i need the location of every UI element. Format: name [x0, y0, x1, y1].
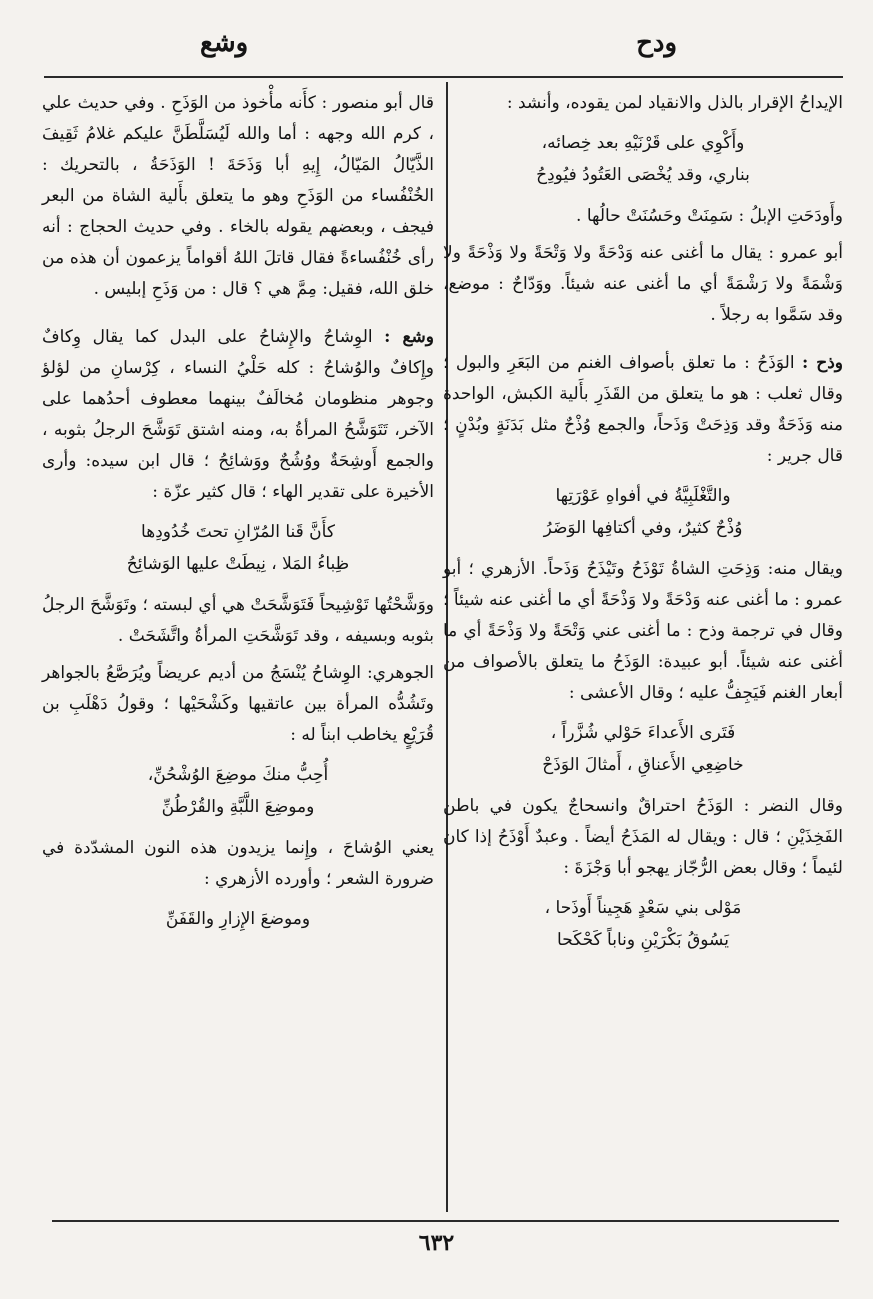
paragraph: وأَودَحَتِ الإبلُ : سَمِنَتْ وحَسُنَتْ حالُها .: [576, 206, 843, 226]
verse-block: [443, 892, 843, 956]
verse-block: [443, 717, 843, 781]
verse-line: والتَّغْلَبِيَّةُ في أفواهِ عَوْرَتِها: [555, 486, 731, 506]
entry-headword: وذح :: [802, 353, 844, 373]
header-rule: [44, 76, 843, 78]
verse-line: وأَكْوِي على قَرْنَيْهِ بعد خِصائه،: [541, 133, 745, 153]
paragraph: الجوهري: الوِشاحُ يُنْسَجُ من أديم عريضاً ويُرَصَّعُ بالجواهر وتَشُدُّه المرأة بين عاتقيها وكَشْحَيْها ؛ وقولُ دَهْلَبِ بن قُرَيْعٍ يخاطب ابناً له :: [42, 663, 434, 745]
paragraph: يعني الوُشاحَ ، وإِنما يزيدون هذه النون المشدّدة في ضرورة الشعر ؛ وأورده الأزهري :: [42, 838, 434, 889]
entry-separator: [443, 339, 843, 340]
entry-text: الوِشاحُ والإِشاحُ على البدل كما يقال وِكافٌ وإِكافٌ والوُشاحُ : كله حَلْيُ النساء ، كِرْسانِ من لؤلؤ وجوهر منظومان مُخالَفٌ بينهما معطوف أحدُهما على الآخر، تَتَوَشَّحُ المرأةُ به، ومنه اشتق تَوَشَّحَ الرجلُ بثوبه ، والجمع أَوشِحَةٌ ووُشُحٌ ووَشائِحُ ؛ قال ابن سيده: وأرى الأخيرة على تقدير الهاء ؛ قال كثير عزّة :: [42, 327, 434, 502]
verse-line: مَوْلى بني سَعْدٍ هَجِيناً أَوذَحا ،: [544, 898, 742, 918]
verse-line: أُحِبُّ منكَ موضِعَ الوُشْحُنِّ،: [147, 765, 329, 785]
verse-block: [443, 480, 843, 544]
verse-line: بناري، وقد يُخْصَى العَتُودُ فيُودِحُ: [536, 165, 750, 185]
entry-headword: وشع :: [384, 327, 434, 347]
verse-line: وموضِعَ اللَّبَّةِ والقُرْطُنِّ: [161, 797, 315, 817]
verse-line: وُذْحٌ كثيرٌ، وفي أكتافِها الوَضَرُ: [543, 518, 743, 538]
paragraph: قال أبو منصور : كأَنه مأْخوذ من الوَذَحِ . وفي حديث علي ، كرم الله وجهه : أما والله لَيُسَلَّطَنَّ عليكم غلامُ ثَقِيفَ الذَّيّالُ المَيّالُ، إِيهِ أبا وَذَحَةَ ! الوَذَحَةُ ، بالتحريك : الخُنْفُساء من الوَذَحِ وهو ما يتعلق بأَلية الشاة من البعر فيجف ، وبعضهم يقوله بالخاء . وفي حديث الحجاج : أنه رأى خُنْفُساءةً فقال قاتلَ اللهُ أقواماً يزعمون أن هذه من خلق الله، فقيل: مِمَّ هي ؟ قال : من وَذَحِ إبليس .: [42, 93, 434, 299]
page-number: ٦٣٢: [418, 1230, 455, 1256]
entry: [443, 348, 843, 472]
verse-block: [42, 516, 434, 580]
running-head-left: وشع: [200, 28, 249, 58]
verse-line: ظِباءُ المَلا ، نِيطَتْ عليها الوَشائِحُ: [126, 554, 350, 574]
verse-line: وموضعَ الإِزارِ والقَفَنِّ: [165, 909, 311, 929]
verse-line: فَتَرى الأَعداءَ حَوْلي شُزَّراً ،: [550, 723, 736, 743]
entry-text: الوَذَحُ : ما تعلق بأصواف الغنم من البَعَرِ والبول ؛ وقال ثعلب : هو ما يتعلق من القَذَرِ بأَلية الكبش، الواحدة منه وَذَحَةٌ وقد وَذِحَتْ وَذَحاً، والجمع وُذْحٌ مثل بَدَنَةٍ وبُدْنٍ ؛ قال جرير :: [443, 353, 843, 466]
verse-block: [42, 903, 434, 935]
verse-line: خاضِعِي الأَعناقِ ، أَمثالَ الوَذَحْ: [542, 755, 744, 775]
paragraph: الإيداحُ الإقرار بالذل والانقياد لمن يقوده، وأنشد :: [506, 93, 843, 113]
entry: [42, 322, 434, 508]
paragraph: ووَشَّحْتُها تَوْشِيحاً فَتَوَشَّحَتْ هي أي لبسته ؛ وتَوَشَّحَ الرجلُ بثوبه وبسيفه ، وقد تَوَشَّحَتِ المرأةُ واتَّشَحَتْ .: [42, 595, 434, 646]
verse-block: [443, 127, 843, 191]
paragraph: ويقال منه: وَذِحَتِ الشاةُ تَوْذَحُ وتَيْذَحُ وَذَحاً. الأزهري ؛ أبو عمرو : ما أغنى عنه وَدْحَةً ولا وَذْحَةً أي ما أغنى عنه شيئاً ؛ وقال في ترجمة وذح : ما أغنى عني وَتْحَةً ولا وَذْحَةً أي ما أغنى عنه شيئاً. أبو عبيدة: الوَذَحُ ما يتعلق بالأصواف من أبعار الغنم فَيَجِفُّ عليه ؛ وقال الأعشى :: [443, 559, 843, 703]
footer-rule: [52, 1220, 839, 1222]
running-head-right: ودح: [636, 28, 677, 58]
verse-line: كأَنَّ قَنا المُرّانِ تحتَ خُدُودِها: [141, 522, 335, 542]
left-column: [42, 88, 434, 945]
paragraph: أبو عمرو : يقال ما أغنى عنه وَدْحَةً ولا وَتْحَةً ولا وَذْحَةً ولا وَشْمَةً ولا رَشْمَةً أي ما أغنى عنه شيئاً. ووَدّاحٌ : موضع، وقد سَمَّوا به رجلاً .: [443, 243, 843, 325]
paragraph: وقال النضر : الوَذَحُ احتراقٌ وانسحاجٌ يكون في باطن الفَخِذَيْنِ ؛ قال : ويقال له المَذَحُ أيضاً . وعبدٌ أَوْذَحُ إذا كان لئيماً ؛ وقال بعض الرُّجّاز يهجو أبا وَجْزَةَ :: [443, 796, 843, 878]
verse-line: يَسُوقُ بَكْرَيْنِ وناباً كَحْكَحا: [557, 930, 729, 950]
entry-separator: [42, 313, 434, 314]
verse-block: [42, 759, 434, 823]
right-column: [443, 88, 843, 966]
